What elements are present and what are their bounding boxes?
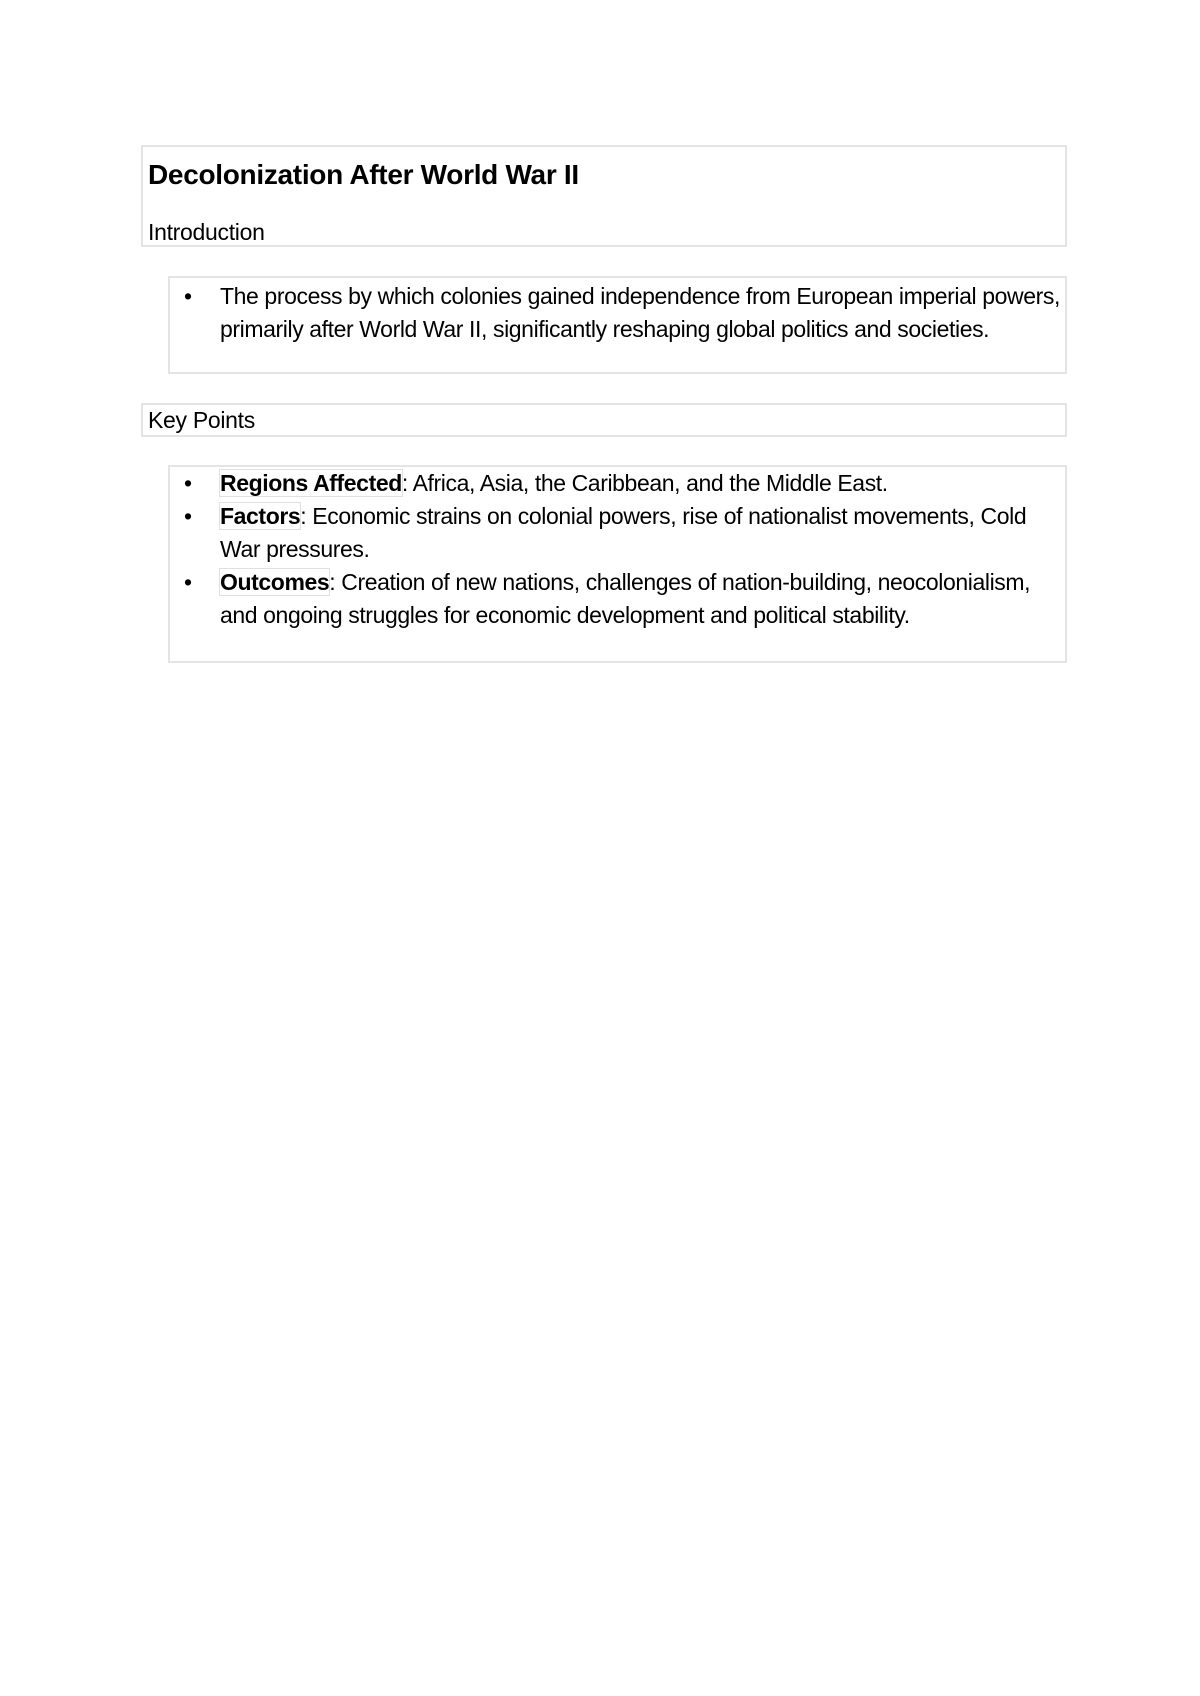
- title-section: [141, 145, 1067, 247]
- document-title: Decolonization After World War II: [148, 159, 579, 190]
- list-item: [220, 566, 1065, 632]
- item-text: : Economic strains on colonial powers, rise of nationalist movements, Cold War pressures.: [220, 503, 1027, 562]
- item-text: : Creation of new nations, challenges of nation-building, neocolonialism, and ongoing struggles for economic development and political stability.: [220, 569, 1031, 628]
- list-item: • The process by which colonies gained independence from European imperial powers, primarily after World War II, significantly reshaping global politics and societies.: [220, 280, 1065, 346]
- key-points-heading: Key Points: [141, 403, 1067, 437]
- list-item: [220, 467, 1065, 500]
- item-label: Outcomes: [220, 569, 330, 595]
- key-points-list: [168, 465, 1067, 663]
- item-label: Regions Affected: [220, 470, 402, 496]
- item-label: Factors: [220, 503, 301, 529]
- item-text: : Africa, Asia, the Caribbean, and the Middle East.: [401, 470, 888, 496]
- introduction-list: [168, 276, 1067, 374]
- introduction-heading: Introduction: [148, 219, 265, 245]
- list-item: [220, 500, 1065, 566]
